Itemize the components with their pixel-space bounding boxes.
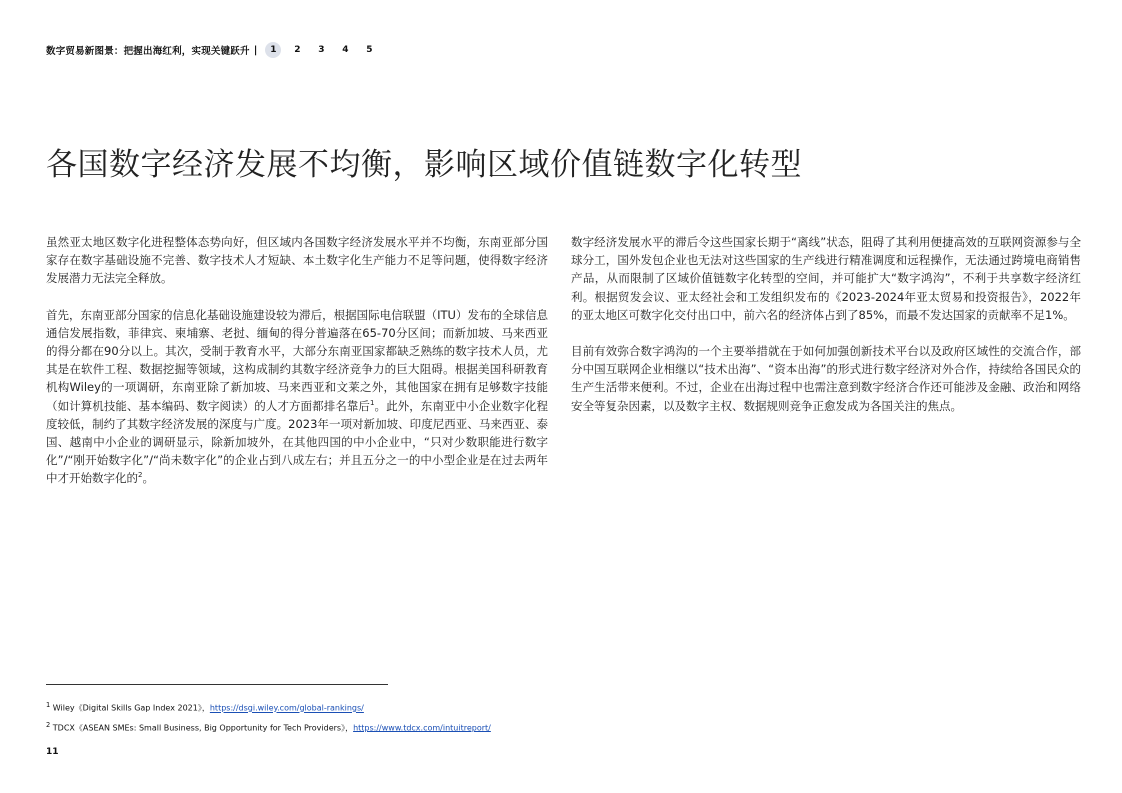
footnote-number: 1	[46, 701, 51, 709]
footnote-1	[46, 697, 491, 717]
left-paragraph-2	[46, 306, 548, 488]
footnote-ref-2[interactable]: 2	[138, 471, 143, 480]
page-nav	[265, 42, 377, 58]
page-nav-item-4[interactable]: 4	[342, 45, 349, 55]
footnote-text: TDCX《ASEAN SMEs: Small Business, Big Opportunity for Tech Providers》，	[50, 723, 354, 733]
left-column	[46, 233, 548, 506]
footnote-ref-1[interactable]: 1	[369, 398, 375, 407]
right-paragraph-2: 目前有效弥合数字鸿沟的一个主要举措就在于如何加强创新技术平台以及政府区域性的交流合作，部分中国互联网企业相继以“技术出海”、“资本出海”的形式进行数字经济对外合作，持续给各国民众的生产生活带来便利。不过，企业在出海过程中也需注意到数字经济合作还可能涉及金融、政治和网络安全等复杂因素，以及数字主权、数据规则竞争正愈发成为各国关注的焦点。	[571, 344, 1081, 413]
footnote-divider	[46, 684, 388, 685]
footnote-number: 2	[46, 720, 51, 729]
left-paragraph-2-part-a: 首先，东南亚部分国家的信息化基础设施建设较为滞后，根据国际电信联盟（ITU）发布的全球信息通信发展指数，菲律宾、柬埔寨、老挝、缅甸的得分普遍落在65-70分区间；而新加坡、马来西亚的得分都在90分以上。其次，受制于教育水平，大部分东南亚国家都缺乏熟练的数字技术人员，尤其是在软件工程、数据挖掘等领域，这构成制约其数字经济竞争力的巨大阻碍。根据美国科研教育机构Wiley的一项调研，东南亚除了新加坡、马来西亚和文莱之外，其他国家在拥有足够数字技能（如计算机技能、基本编码、数字阅读）的人才方面都排名靠后	[46, 307, 548, 413]
left-paragraph-1: 虽然亚太地区数字化进程整体态势向好，但区域内各国数字经济发展水平并不均衡，东南亚部分国家存在数字基础设施不完善、数字技术人才短缺、本土数字化生产能力不足等问题，使得数字经济发展潜力无法完全释放。	[46, 235, 548, 286]
page-title: 各国数字经济发展不均衡，影响区域价值链数字化转型	[46, 146, 802, 183]
page-nav-item-1[interactable]: 1	[265, 42, 281, 58]
footnote-link[interactable]: https://www.tdcx.com/intuitreport/	[353, 723, 491, 733]
footnotes	[46, 697, 491, 736]
footnote-2	[46, 717, 491, 737]
left-paragraph-2-part-b: 。此外，东南亚中小企业数字化程度较低，制约了其数字经济发展的深度与广度。2023年一项对新加坡、印度尼西亚、马来西亚、泰国、越南中小企业的调研显示，除新加坡外，在其他四国的中小企业中，“只对少数职能进行数字化”/“刚开始数字化”/“尚未数字化”的企业占到八成左右；并且五分之一的中小型企业是在过去两年中才开始数字化的	[46, 398, 549, 486]
page-number: 11	[46, 747, 59, 757]
footnote-text: Wiley《Digital Skills Gap Index 2021》，	[50, 703, 210, 713]
header	[46, 42, 377, 58]
header-title: 数字贸易新图景：把握出海红利，实现关键跃升	[46, 46, 250, 57]
right-paragraph-1: 数字经济发展水平的滞后令这些国家长期于“离线”状态，阻碍了其利用便捷高效的互联网资源参与全球分工，国外发包企业也无法对这些国家的生产线进行精准调度和远程操作，无法通过跨境电商销售产品，从而限制了区域价值链数字化转型的空间，并可能扩大“数字鸿沟”，不利于共享数字经济红利。根据贸发会议、亚太经社会和工发组织发布的《2023-2024年亚太贸易和投资报告》，2022年的亚太地区可数字化交付出口中，前六名的经济体占到了85%，而最不发达国家的贡献率不足1%。	[571, 235, 1081, 322]
page-nav-item-3[interactable]: 3	[318, 45, 325, 55]
page-nav-item-2[interactable]: 2	[294, 45, 301, 55]
left-paragraph-2-part-c: 。	[142, 471, 154, 486]
right-column	[571, 233, 1081, 433]
page-nav-item-5[interactable]: 5	[366, 45, 373, 55]
header-separator: |	[253, 44, 258, 56]
footnote-link[interactable]: https://dsgi.wiley.com/global-rankings/	[209, 703, 364, 713]
